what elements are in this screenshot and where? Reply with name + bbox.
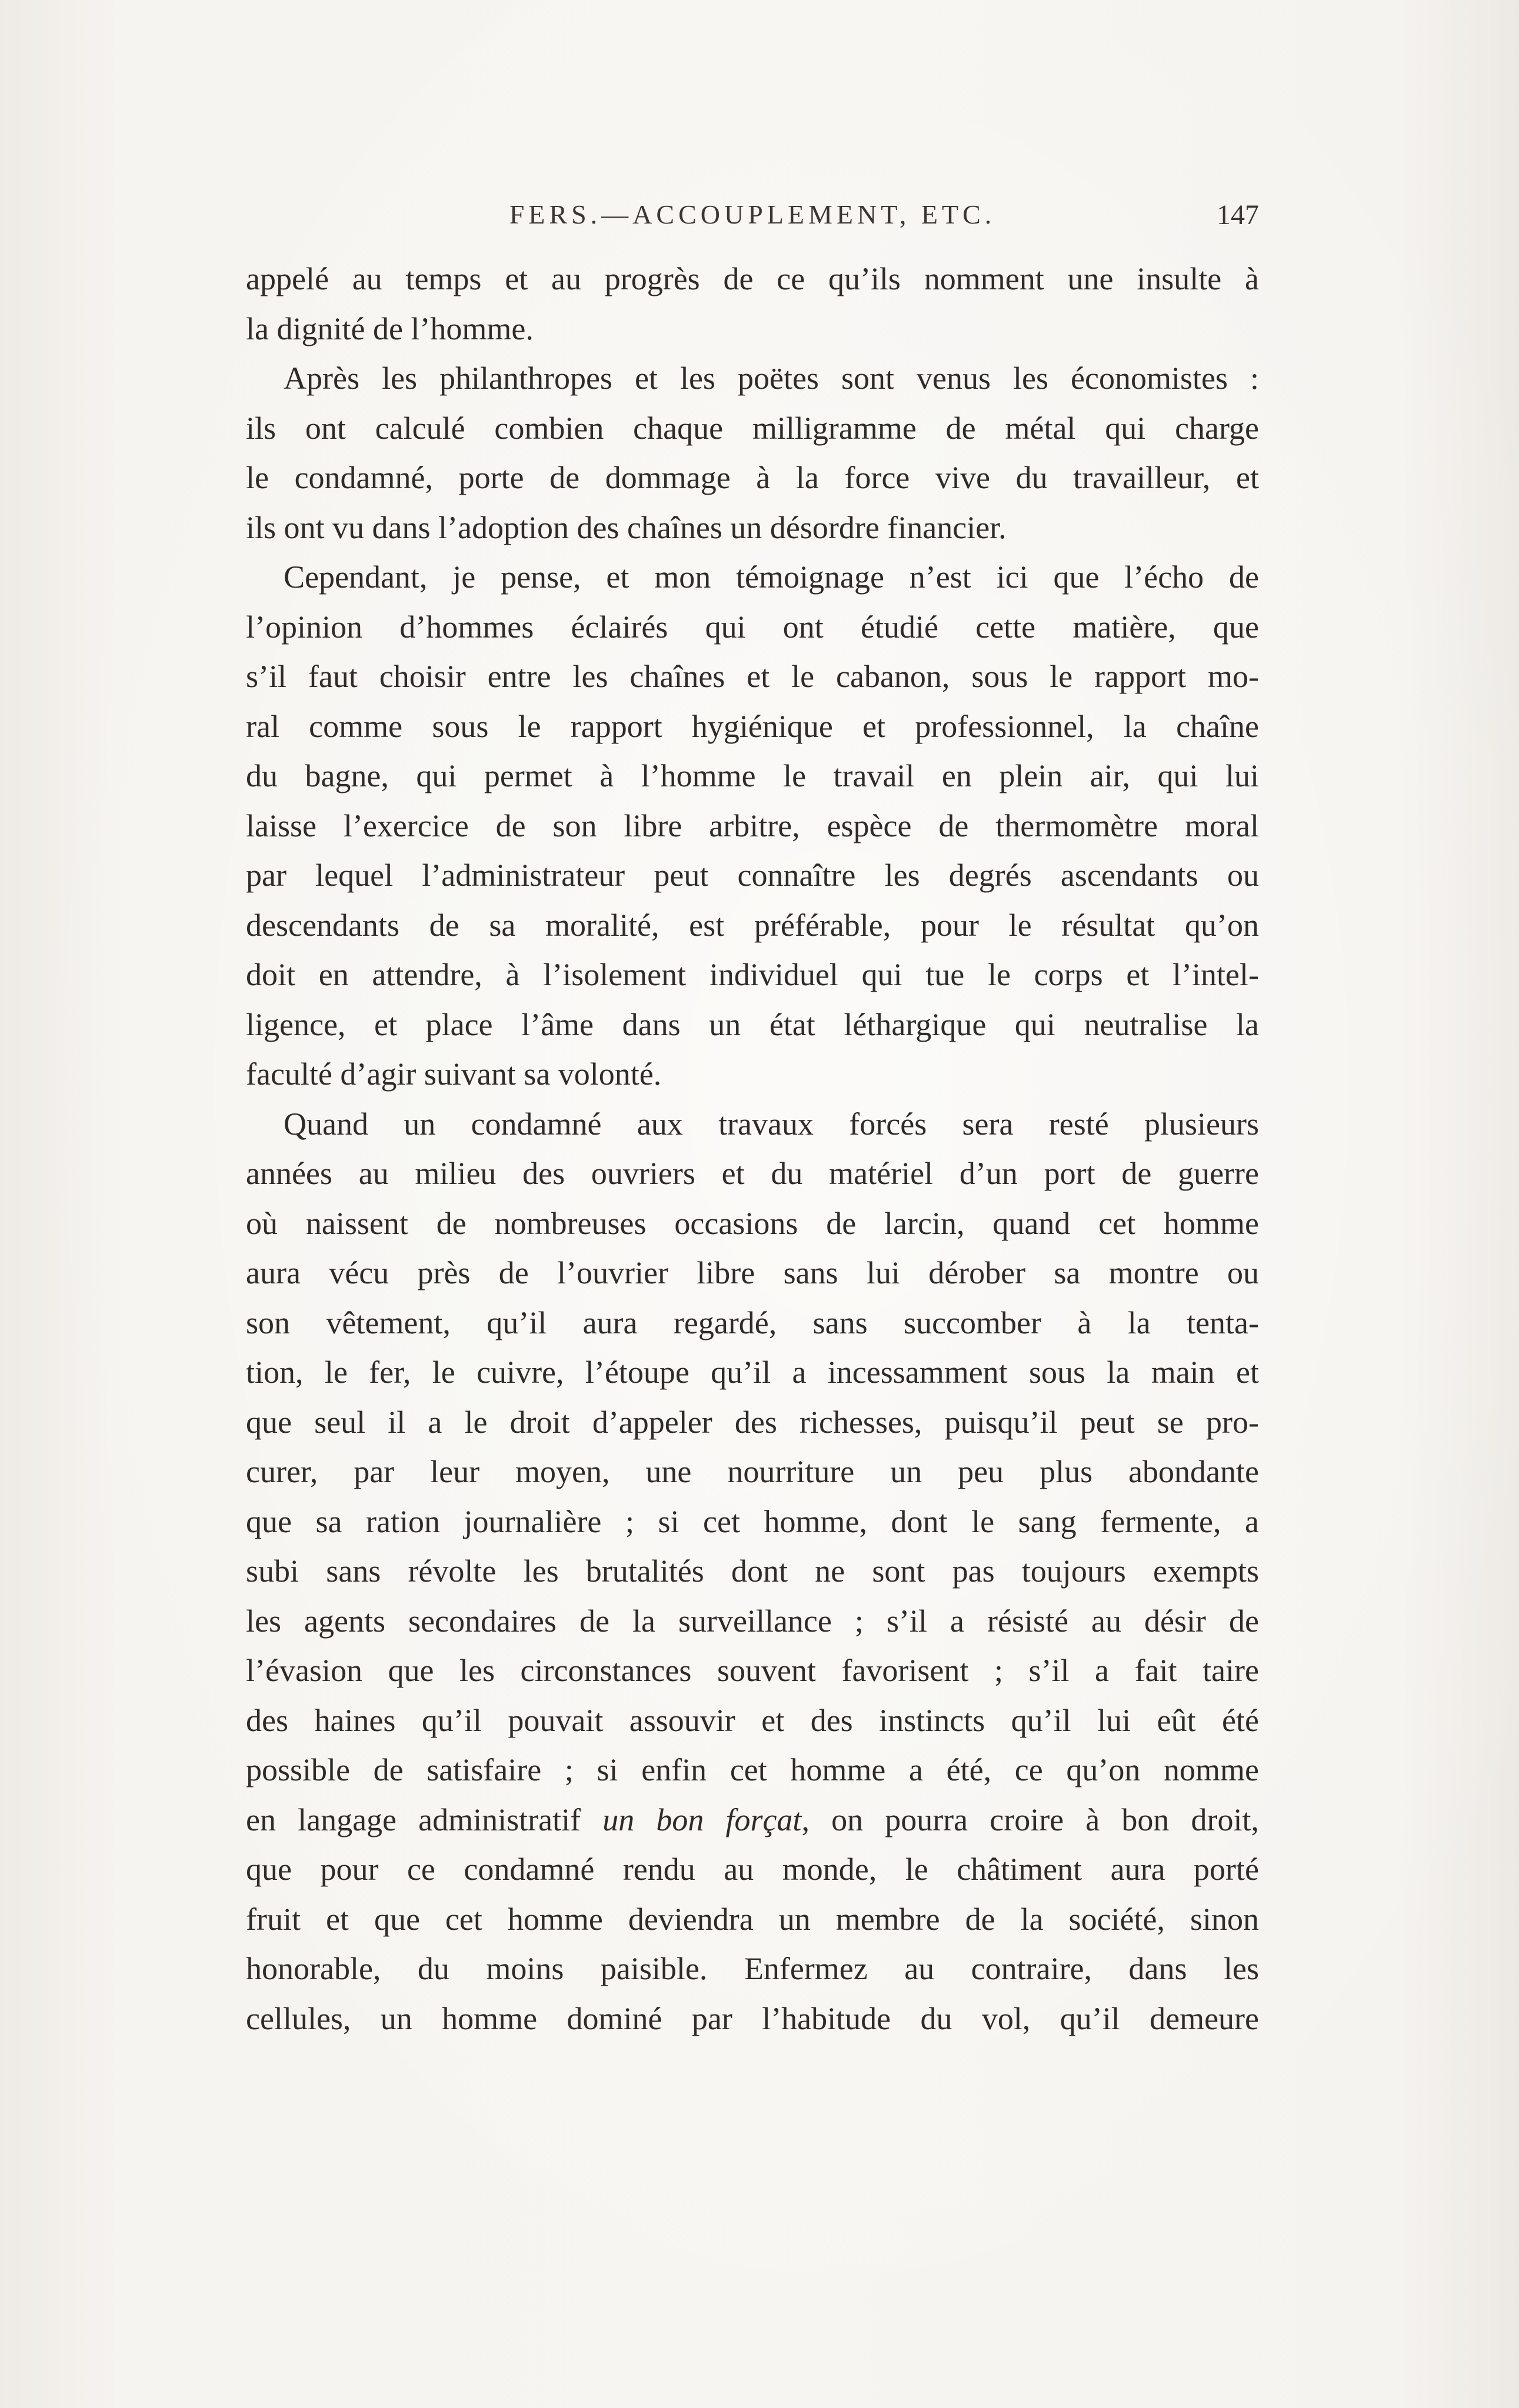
- text-line: que sa ration journalière ; si cet homme, dont le sang fermente, a: [246, 1503, 1259, 1539]
- text-line: Cependant, je pense, et mon témoignage n’est ici que l’écho de: [284, 559, 1259, 595]
- paragraph: [246, 1099, 1259, 2044]
- text-line: la dignité de l’homme.: [246, 311, 534, 346]
- text-line: tion, le fer, le cuivre, l’étoupe qu’il a incessamment sous la main et: [246, 1355, 1259, 1390]
- paragraph: [246, 353, 1259, 552]
- paragraph: [246, 552, 1259, 1099]
- text-line: fruit et que cet homme deviendra un membre de la société, sinon: [246, 1901, 1259, 1937]
- text-line: ils ont calculé combien chaque milligramme de métal qui charge: [246, 410, 1259, 446]
- text-line: années au milieu des ouvriers et du matériel d’un port de guerre: [246, 1156, 1259, 1191]
- text-line: que seul il a le droit d’appeler des richesses, puisqu’il peut se pro-: [246, 1404, 1259, 1440]
- text-line: les agents secondaires de la surveillance ; s’il a résisté au désir de: [246, 1603, 1259, 1639]
- text-line: doit en attendre, à l’isolement individuel qui tue le corps et l’intel-: [246, 957, 1259, 992]
- text-line: du bagne, qui permet à l’homme le travail en plein air, qui lui: [246, 758, 1259, 793]
- text-line: par lequel l’administrateur peut connaître les degrés ascendants ou: [246, 858, 1259, 893]
- running-title: FERS.—ACCOUPLEMENT, ETC.: [509, 199, 996, 229]
- text-line: en langage administratif un bon forçat, on pourra croire à bon droit,: [246, 1802, 1259, 1837]
- text-line: Quand un condamné aux travaux forcés sera resté plusieurs: [284, 1106, 1259, 1142]
- page-header: [246, 199, 1259, 240]
- text-line: l’opinion d’hommes éclairés qui ont étudié cette matière, que: [246, 609, 1259, 645]
- text-line: aura vécu près de l’ouvrier libre sans lui dérober sa montre ou: [246, 1255, 1259, 1290]
- text-line: ligence, et place l’âme dans un état léthargique qui neutralise la: [246, 1006, 1259, 1042]
- text-line: subi sans révolte les brutalités dont ne sont pas toujours exempts: [246, 1553, 1259, 1589]
- text-line: appelé au temps et au progrès de ce qu’ils nomment une insulte à: [246, 261, 1259, 296]
- body-text: [246, 254, 1259, 2043]
- text-line: honorable, du moins paisible. Enfermez au contraire, dans les: [246, 1951, 1259, 1986]
- text-line: curer, par leur moyen, une nourriture un peu plus abondante: [246, 1454, 1259, 1489]
- text-line: descendants de sa moralité, est préférable, pour le résultat qu’on: [246, 907, 1259, 943]
- text-line: cellules, un homme dominé par l’habitude du vol, qu’il demeure: [246, 2000, 1259, 2036]
- text-line: possible de satisfaire ; si enfin cet homme a été, ce qu’on nomme: [246, 1752, 1259, 1787]
- text-line: où naissent de nombreuses occasions de larcin, quand cet homme: [246, 1205, 1259, 1241]
- text-line: son vêtement, qu’il aura regardé, sans succomber à la tenta-: [246, 1305, 1259, 1340]
- text-line: l’évasion que les circonstances souvent favorisent ; s’il a fait taire: [246, 1653, 1259, 1688]
- italic-phrase: un bon forçat: [602, 1802, 802, 1837]
- text-line: ils ont vu dans l’adoption des chaînes un désordre financier.: [246, 509, 1007, 545]
- text-line: le condamné, porte de dommage à la force vive du travailleur, et: [246, 460, 1259, 495]
- text-line: des haines qu’il pouvait assouvir et des instincts qu’il lui eût été: [246, 1702, 1259, 1738]
- text-line: que pour ce condamné rendu au monde, le châtiment aura porté: [246, 1852, 1259, 1887]
- text-line: s’il faut choisir entre les chaînes et le cabanon, sous le rapport mo-: [246, 659, 1259, 694]
- text-line: faculté d’agir suivant sa volonté.: [246, 1056, 662, 1092]
- text-line: laisse l’exercice de son libre arbitre, espèce de thermomètre moral: [246, 808, 1259, 843]
- page-number: 147: [1217, 199, 1259, 231]
- text-line: Après les philanthropes et les poëtes sont venus les économistes :: [284, 361, 1259, 396]
- text-line: ral comme sous le rapport hygiénique et professionnel, la chaîne: [246, 708, 1259, 744]
- paragraph: [246, 254, 1259, 353]
